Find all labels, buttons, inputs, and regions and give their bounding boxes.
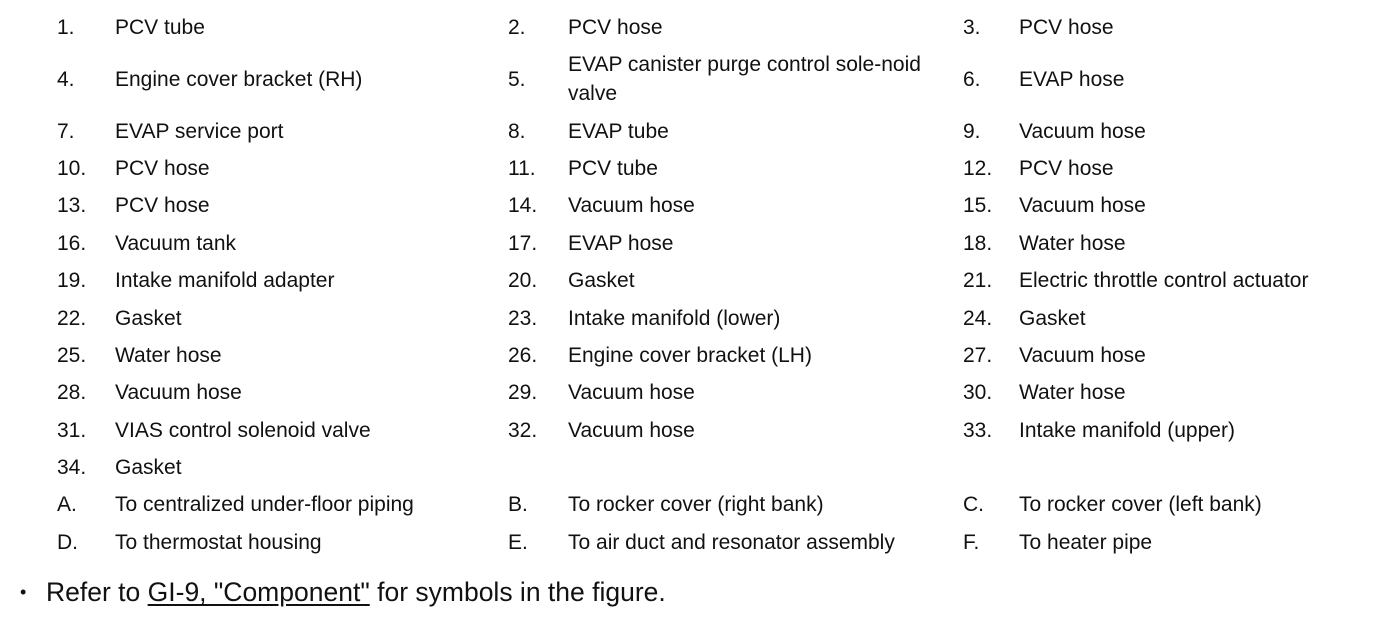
legend-item-number: 17.	[508, 231, 538, 255]
legend-item-label: Vacuum hose	[1019, 343, 1146, 367]
legend-item-label: Engine cover bracket (RH)	[115, 67, 363, 91]
legend-item-number: 5.	[508, 67, 526, 91]
legend-row	[0, 225, 1392, 262]
legend-item-number: 10.	[57, 156, 87, 180]
legend-item-label: Gasket	[568, 269, 635, 293]
legend-row	[0, 9, 1392, 46]
legend-item-number: 27.	[963, 343, 993, 367]
legend-item-label: Vacuum hose	[568, 194, 695, 218]
legend-item-number: 7.	[57, 119, 75, 143]
legend-item-number: 3.	[963, 16, 981, 40]
legend-item-label: PCV tube	[568, 156, 658, 180]
legend-item-label: To heater pipe	[1019, 530, 1153, 554]
legend-item-label: To centralized under-floor piping	[115, 493, 414, 517]
legend-item-label: EVAP tube	[568, 119, 669, 143]
legend-item-label: PCV hose	[1019, 156, 1114, 180]
legend-item-number: 33.	[963, 418, 993, 442]
legend-row	[0, 112, 1392, 149]
legend-item-label: Vacuum tank	[115, 231, 237, 255]
legend-item-label: EVAP canister purge control sole-noid valve	[568, 53, 921, 106]
legend-row	[0, 46, 1392, 112]
legend-item-label	[568, 449, 943, 486]
legend-item-number: 11.	[508, 156, 536, 180]
legend-item-label: VIAS control solenoid valve	[115, 418, 371, 442]
legend-item-label: Intake manifold (lower)	[568, 306, 781, 330]
legend-item-label: To rocker cover (right bank)	[568, 493, 824, 517]
parts-legend	[0, 9, 1392, 561]
legend-item-label: Vacuum hose	[115, 381, 242, 405]
legend-row	[0, 486, 1392, 523]
legend-item-number: 31.	[57, 418, 87, 442]
legend-item-label: Water hose	[115, 343, 222, 367]
legend-item-label: PCV hose	[115, 194, 210, 218]
legend-item-number: 15.	[963, 194, 993, 218]
legend-item-label: To thermostat housing	[115, 530, 322, 554]
legend-item-number: C.	[963, 493, 984, 517]
legend-item-number: 18.	[963, 231, 993, 255]
legend-row	[0, 299, 1392, 336]
legend-item-number: 16.	[57, 231, 87, 255]
legend-item-label: Electric throttle control actuator	[1019, 269, 1309, 293]
legend-item-number: 4.	[57, 67, 75, 91]
legend-item-label: Intake manifold (upper)	[1019, 418, 1235, 442]
legend-item-number: 13.	[57, 194, 87, 218]
legend-item-number: E.	[508, 530, 528, 554]
legend-item-label: PCV hose	[115, 156, 210, 180]
legend-item-number: 6.	[963, 67, 981, 91]
legend-item-label: Vacuum hose	[568, 418, 695, 442]
legend-item-number: 34.	[57, 456, 87, 480]
legend-item-label	[1019, 449, 1384, 486]
legend-row	[0, 187, 1392, 224]
legend-item-label: To rocker cover (left bank)	[1019, 493, 1262, 517]
legend-item-label: Water hose	[1019, 231, 1126, 255]
legend-item-label: Intake manifold adapter	[115, 269, 335, 293]
legend-item-number: 29.	[508, 381, 538, 405]
legend-row	[0, 449, 1392, 486]
legend-item-number: A.	[57, 493, 77, 517]
legend-item-number: 25.	[57, 343, 87, 367]
legend-row	[0, 150, 1392, 187]
legend-item-number: 9.	[963, 119, 981, 143]
legend-item-label: Vacuum hose	[1019, 194, 1146, 218]
legend-item-label: PCV tube	[115, 16, 205, 40]
legend-item-number: 28.	[57, 381, 87, 405]
legend-item-label: EVAP hose	[1019, 67, 1125, 91]
legend-row	[0, 412, 1392, 449]
legend-item-number: 32.	[508, 418, 538, 442]
legend-item-label: Gasket	[115, 306, 182, 330]
legend-item-number: 14.	[508, 194, 538, 218]
legend-item-number: F.	[963, 530, 980, 554]
legend-item-number: 19.	[57, 269, 87, 293]
legend-row	[0, 337, 1392, 374]
note-suffix: for symbols in the figure.	[369, 577, 666, 607]
legend-row	[0, 262, 1392, 299]
legend-item-number: 24.	[963, 306, 993, 330]
legend-item-number: 30.	[963, 381, 993, 405]
reference-note	[20, 572, 666, 612]
legend-row	[0, 374, 1392, 411]
legend-item-number: 1.	[57, 16, 75, 40]
legend-item-label: PCV hose	[1019, 16, 1114, 40]
legend-item-label: Water hose	[1019, 381, 1126, 405]
legend-item-label: Vacuum hose	[568, 381, 695, 405]
legend-item-number: 2.	[508, 16, 526, 40]
legend-item-number: 23.	[508, 306, 538, 330]
legend-item-label: Gasket	[115, 456, 182, 480]
legend-item-label: EVAP service port	[115, 119, 284, 143]
legend-item-label: PCV hose	[568, 16, 663, 40]
legend-item-label: Gasket	[1019, 306, 1086, 330]
legend-item-label: To air duct and resonator assembly	[568, 530, 895, 554]
note-prefix: Refer to	[46, 577, 148, 607]
legend-item-number: 26.	[508, 343, 538, 367]
legend-item-label: Vacuum hose	[1019, 119, 1146, 143]
legend-item-label: Engine cover bracket (LH)	[568, 343, 812, 367]
legend-item-number: 22.	[57, 306, 87, 330]
legend-item-number: 21.	[963, 269, 993, 293]
legend-item-number: D.	[57, 530, 78, 554]
legend-item-number: 20.	[508, 269, 538, 293]
legend-item-label: EVAP hose	[568, 231, 674, 255]
legend-item-number: B.	[508, 493, 528, 517]
legend-item-number: 12.	[963, 156, 993, 180]
component-reference-link[interactable]: GI-9, "Component"	[147, 577, 370, 607]
bullet-icon: •	[20, 582, 27, 602]
legend-item-number: 8.	[508, 119, 526, 143]
legend-row	[0, 524, 1392, 561]
